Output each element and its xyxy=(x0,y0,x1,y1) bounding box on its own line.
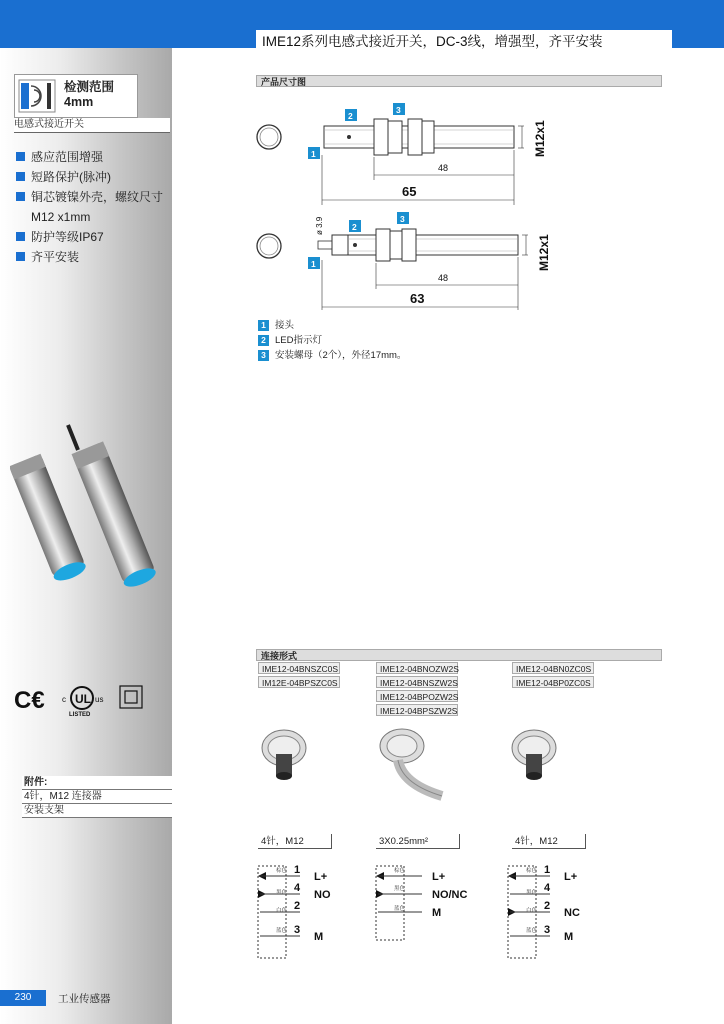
connection-section-title: 连接形式 xyxy=(256,649,662,661)
svg-text:c: c xyxy=(62,695,66,704)
svg-text:白色: 白色 xyxy=(276,908,288,914)
svg-text:2: 2 xyxy=(352,222,357,232)
model-number: IME12-04BNSZW2S xyxy=(376,676,458,688)
svg-text:蓝色: 蓝色 xyxy=(394,906,406,912)
connector-m12-image xyxy=(256,724,316,784)
model-number: IME12-04BN0ZC0S xyxy=(512,662,594,674)
wiring-diagram-1 xyxy=(256,860,346,960)
svg-text:黑色: 黑色 xyxy=(394,886,406,892)
svg-text:3: 3 xyxy=(544,924,551,936)
drawing2-diameter: ø 3.9 xyxy=(315,216,324,235)
svg-text:黑色: 黑色 xyxy=(526,890,538,896)
feature-item: 齐平安装 xyxy=(16,249,79,265)
svg-text:M: M xyxy=(432,907,442,919)
svg-text:us: us xyxy=(95,695,104,704)
svg-text:L+: L+ xyxy=(564,871,578,883)
svg-text:NO/NC: NO/NC xyxy=(432,889,468,901)
double-insulation-icon xyxy=(120,686,142,708)
sensor-range-icon xyxy=(17,76,57,116)
legend-item: 1 接头 xyxy=(258,319,294,333)
sensor-face-view xyxy=(257,125,281,149)
feature-item: M12 x1mm xyxy=(31,210,91,224)
svg-text:黑色: 黑色 xyxy=(276,890,288,896)
certification-logos xyxy=(14,682,144,718)
svg-text:2: 2 xyxy=(544,900,551,912)
footer-text: 工业传感器 xyxy=(58,993,111,1005)
svg-text:3: 3 xyxy=(400,214,405,224)
feature-item: 防护等级IP67 xyxy=(16,229,104,245)
page-title: IME12系列电感式接近开关，DC-3线，增强型，齐平安装 xyxy=(256,30,672,54)
svg-text:UL: UL xyxy=(75,692,91,706)
svg-text:1: 1 xyxy=(294,864,301,876)
svg-text:1: 1 xyxy=(544,864,551,876)
svg-text:M: M xyxy=(314,931,324,943)
sensor-face-view xyxy=(257,234,281,258)
drawing1-thread: M12x1 xyxy=(533,120,547,157)
svg-text:棕色: 棕色 xyxy=(526,868,538,874)
connector-type: 4针，M12 xyxy=(258,834,332,849)
model-number: IME12-04BNOZW2S xyxy=(376,662,458,674)
connector-m12-image xyxy=(506,724,566,784)
accessory-item: 4针，M12 连接器 xyxy=(22,790,172,804)
product-photo xyxy=(10,410,175,590)
drawing2-thread-length: 48 xyxy=(438,273,449,283)
svg-text:白色: 白色 xyxy=(526,908,538,914)
range-value: 4mm xyxy=(64,95,94,109)
svg-text:NC: NC xyxy=(564,907,580,919)
range-label: 检测范围 xyxy=(64,80,115,94)
dimensions-section-title: 产品尺寸图 xyxy=(256,75,662,87)
bullet-icon xyxy=(16,172,25,181)
svg-text:1: 1 xyxy=(311,259,316,269)
svg-text:2: 2 xyxy=(348,111,353,121)
connector-type: 4针，M12 xyxy=(512,834,586,849)
feature-item: 短路保护(脉冲) xyxy=(16,169,111,185)
model-number: IME12-04BPSZW2S xyxy=(376,704,458,716)
model-number: IME12-04BPOZW2S xyxy=(376,690,458,702)
model-number: IME12-04BNSZC0S xyxy=(258,662,340,674)
connector-type: 3X0.25mm² xyxy=(376,834,460,849)
svg-text:蓝色: 蓝色 xyxy=(526,928,538,934)
drawing1-total-length: 65 xyxy=(402,184,417,199)
ce-mark-icon: C€ xyxy=(14,687,45,714)
legend-item: 3 安装螺母（2个），外径17mm。 xyxy=(258,349,406,363)
svg-text:1: 1 xyxy=(311,149,316,159)
bullet-icon xyxy=(16,152,25,161)
svg-text:3: 3 xyxy=(396,105,401,115)
svg-text:M: M xyxy=(564,931,574,943)
wiring-diagram-3 xyxy=(506,860,596,960)
legend-item: 2 LED指示灯 xyxy=(258,334,322,348)
svg-text:棕色: 棕色 xyxy=(276,868,288,874)
bullet-icon xyxy=(16,232,25,241)
svg-text:NO: NO xyxy=(314,889,331,901)
drawing2-total-length: 63 xyxy=(410,291,425,306)
feature-item: 铜芯镀镍外壳，螺纹尺寸 xyxy=(16,189,163,205)
svg-text:棕色: 棕色 xyxy=(394,868,406,874)
sensor-body-2 xyxy=(348,235,518,255)
dimension-drawing xyxy=(252,95,562,310)
model-number: IM12E-04BPSZC0S xyxy=(258,676,340,688)
feature-item: 感应范围增强 xyxy=(16,149,103,165)
svg-text:蓝色: 蓝色 xyxy=(276,928,288,934)
svg-text:L+: L+ xyxy=(314,871,328,883)
svg-text:2: 2 xyxy=(294,900,301,912)
svg-text:3: 3 xyxy=(294,924,301,936)
svg-text:L+: L+ xyxy=(432,871,446,883)
accessories-title: 附件: xyxy=(22,776,172,790)
svg-text:LISTED: LISTED xyxy=(69,712,91,718)
wiring-diagram-2 xyxy=(374,860,474,960)
bullet-icon xyxy=(16,192,25,201)
connector-cable-image xyxy=(372,724,462,804)
drawing2-thread: M12x1 xyxy=(537,234,551,271)
accessory-item: 安装支架 xyxy=(22,804,172,818)
drawing1-thread-length: 48 xyxy=(438,163,449,173)
model-number: IME12-04BP0ZC0S xyxy=(512,676,594,688)
svg-text:4: 4 xyxy=(544,882,551,894)
page-number: 230 xyxy=(0,990,46,1006)
bullet-icon xyxy=(16,252,25,261)
svg-text:4: 4 xyxy=(294,882,301,894)
category-label: 电感式接近开关 xyxy=(14,118,170,133)
